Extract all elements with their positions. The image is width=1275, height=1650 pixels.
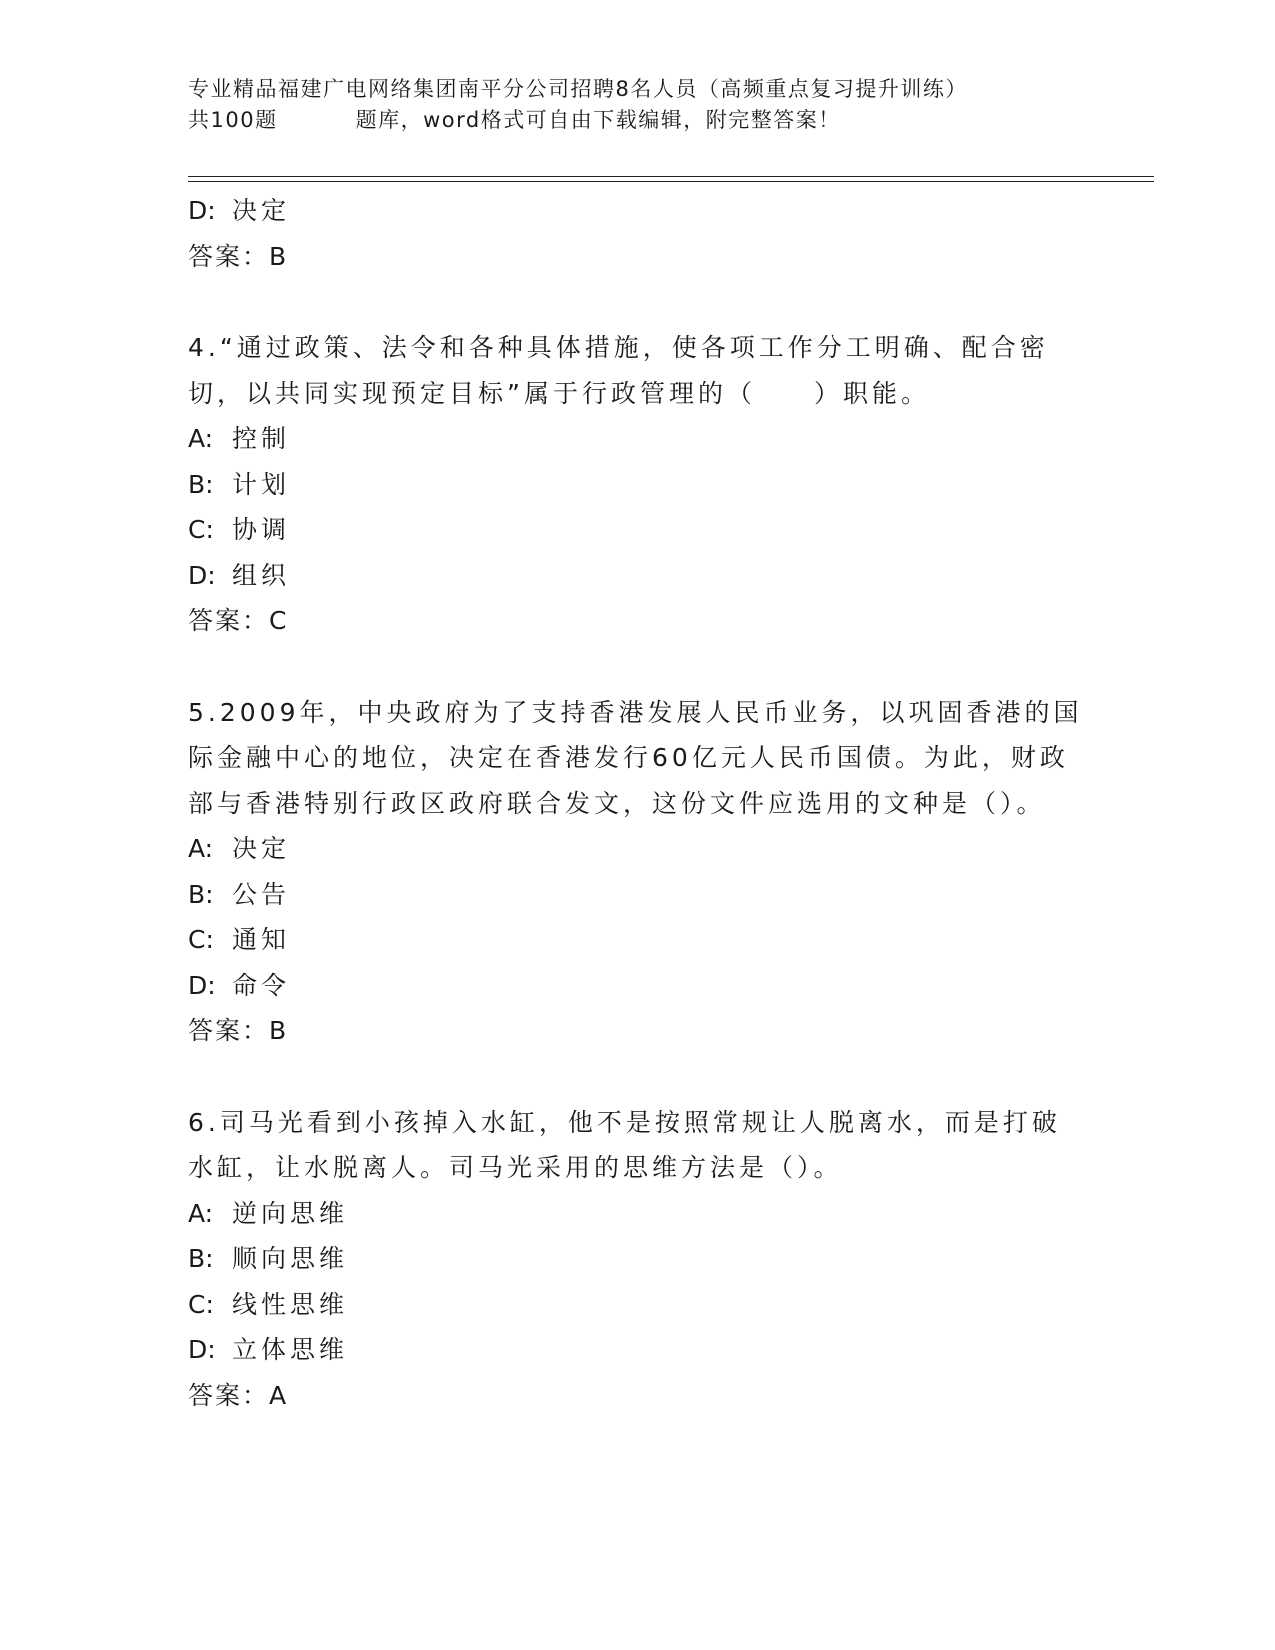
option-key: A: — [188, 424, 214, 453]
header-question-count: 共100题 — [188, 108, 278, 132]
option-text: 决定 — [232, 196, 291, 225]
option-c — [188, 917, 1088, 963]
question-stem-line: 部与香港特别行政区政府联合发文，这份文件应选用的文种是（）。 — [188, 788, 1046, 818]
answer-label: 答案： — [188, 241, 270, 271]
option-b — [188, 462, 1088, 508]
page-header — [188, 74, 1088, 136]
option-text: 控制 — [232, 424, 291, 453]
option-key: C: — [188, 925, 214, 954]
option-d — [188, 1327, 1088, 1373]
header-title: 专业精品福建广电网络集团南平分公司招聘8名人员（高频重点复习提升训练） — [188, 77, 968, 101]
header-description: 题库，word格式可自由下载编辑，附完整答案！ — [355, 108, 841, 132]
option-text: 计划 — [232, 469, 291, 499]
answer-value: B — [269, 241, 289, 271]
answer — [188, 1008, 1088, 1054]
answer-label: 答案： — [188, 1380, 270, 1410]
question-stem-line: 切，以共同实现预定目标”属于行政管理的（ ）职能。 — [188, 378, 930, 408]
answer-label: 答案： — [188, 1016, 270, 1045]
header-subtitle — [188, 105, 1088, 136]
question-stem-line: 6.司马光看到小孩掉入水缸，他不是按照常规让人脱离水，而是打破 — [188, 1107, 1061, 1137]
option-text: 线性思维 — [232, 1289, 349, 1319]
question-stem-line: 际金融中心的地位，决定在香港发行60亿元人民币国债。为此，财政 — [188, 743, 1069, 772]
question-content — [188, 188, 1088, 1418]
question-stem-line: 水缸，让水脱离人。司马光采用的思维方法是（）。 — [188, 1153, 843, 1182]
option-b — [188, 1236, 1088, 1282]
option-a — [188, 416, 1088, 462]
option-d — [188, 963, 1088, 1009]
option-text: 公告 — [232, 879, 291, 909]
option-key: D: — [188, 196, 216, 225]
option-key: D: — [188, 560, 216, 590]
option-key: B: — [188, 469, 214, 499]
option-text: 协调 — [232, 515, 291, 544]
option-text: 决定 — [232, 834, 291, 863]
option-key: D: — [188, 1335, 216, 1364]
header-divider-top — [188, 176, 1154, 177]
option-key: A: — [188, 1198, 214, 1228]
option-key: C: — [188, 515, 214, 544]
option-text: 命令 — [232, 970, 291, 1000]
question-stem-line: 4.“通过政策、法令和各种具体措施，使各项工作分工明确、配合密 — [188, 333, 1049, 362]
answer-label: 答案： — [188, 606, 270, 635]
answer — [188, 598, 1088, 644]
option-c — [188, 1282, 1088, 1328]
option-b — [188, 872, 1088, 918]
answer-value: A — [269, 1380, 289, 1410]
option-text: 逆向思维 — [232, 1198, 349, 1228]
option-text: 立体思维 — [232, 1335, 349, 1364]
question-4 — [188, 325, 1088, 644]
prev-answer — [188, 234, 1088, 280]
header-divider-bottom — [188, 181, 1154, 182]
option-text: 通知 — [232, 925, 291, 954]
question-5 — [188, 690, 1088, 1054]
answer — [188, 1373, 1088, 1419]
option-key: D: — [188, 970, 216, 1000]
option-c — [188, 507, 1088, 553]
option-a — [188, 826, 1088, 872]
option-key: B: — [188, 1244, 214, 1273]
question-6 — [188, 1100, 1088, 1419]
answer-value: C — [269, 606, 289, 635]
option-key: A: — [188, 834, 214, 863]
option-key: B: — [188, 879, 214, 909]
question-stem-line: 5.2009年，中央政府为了支持香港发展人民币业务，以巩固香港的国 — [188, 697, 1083, 727]
option-d — [188, 553, 1088, 599]
option-text: 组织 — [232, 560, 291, 590]
answer-value: B — [269, 1016, 289, 1045]
option-key: C: — [188, 1289, 214, 1319]
option-a — [188, 1191, 1088, 1237]
option-text: 顺向思维 — [232, 1244, 349, 1273]
prev-option-d — [188, 188, 1088, 234]
